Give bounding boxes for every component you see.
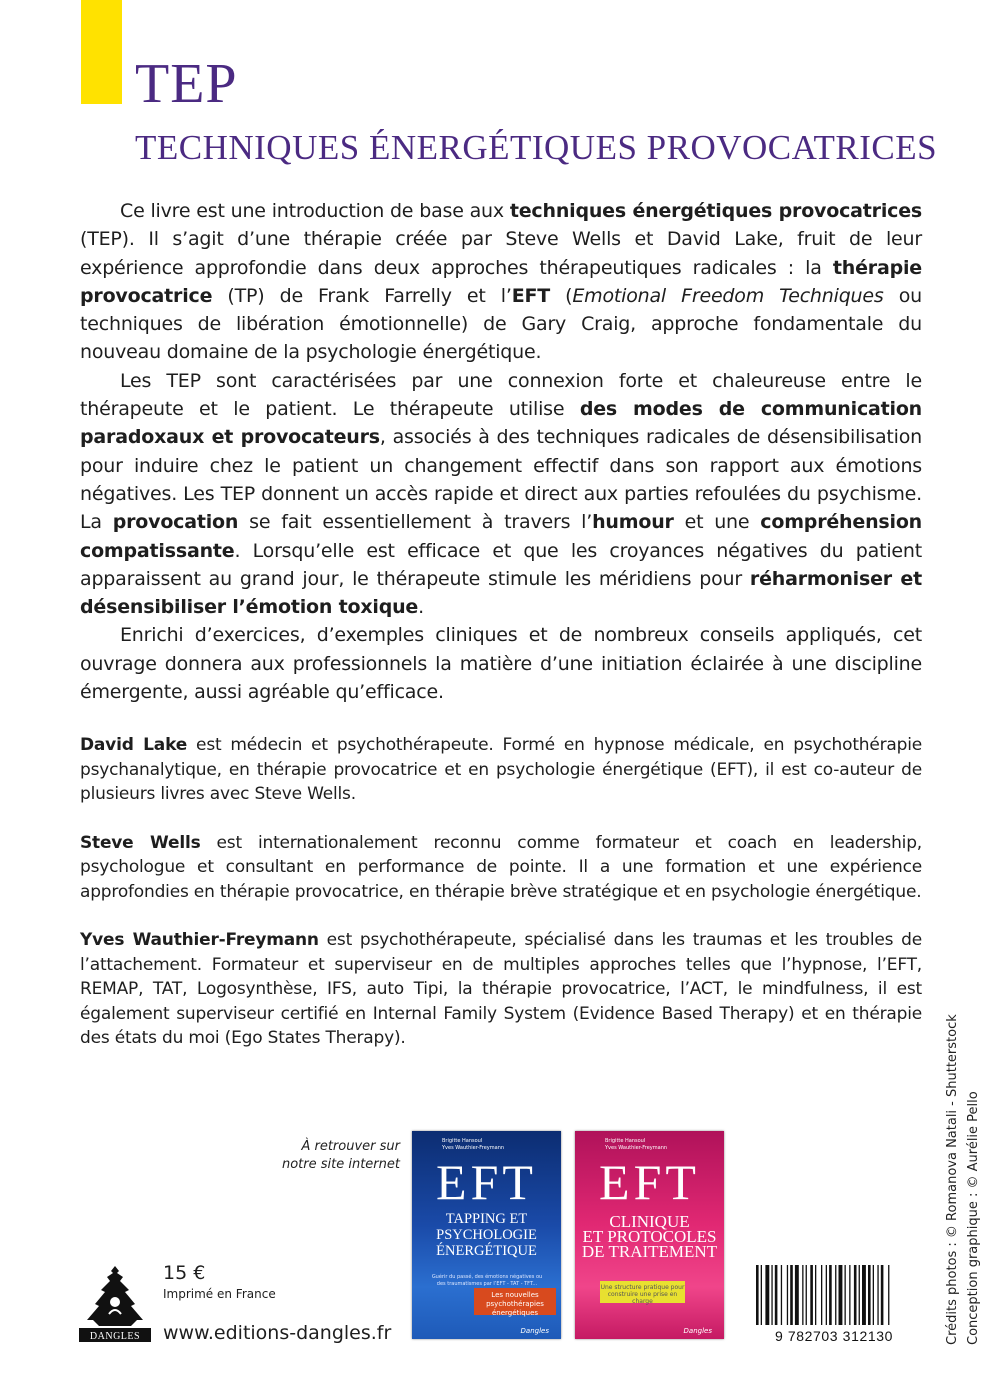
printed-in: Imprimé en France xyxy=(163,1287,276,1301)
dangles-logo-icon xyxy=(79,1262,151,1342)
blurb xyxy=(80,197,922,706)
book-subtitle: CLINIQUE ET PROTOCOLES DE TRAITEMENT xyxy=(581,1212,718,1261)
photo-credits: Crédits photos : © Romanova Natali - Shutterstock Conception graphique : © Aurélie Pello xyxy=(945,1014,981,1345)
book-authors: Brigitte Hansoul Yves Wauthier-Freymann xyxy=(442,1138,505,1151)
logo-text: DANGLES xyxy=(89,1331,141,1342)
book-publisher: Dangles xyxy=(520,1327,549,1335)
book-publisher: Dangles xyxy=(683,1327,712,1335)
book-band: Les nouvelles psychothérapies énergétiques xyxy=(474,1288,556,1315)
book-subtitle: TAPPING ET PSYCHOLOGIE ÉNERGÉTIQUE xyxy=(436,1211,537,1259)
blurb-paragraph-1: Ce livre est une introduction de base aux techniques énergétiques provocatrices (TEP). Il s’agit d’une thérapie créée par Steve Wells et David Lake, fruit de leur expérience approfondie dans deux approches thérapeutiques radicales : la thérapie provocatrice (TP) de Frank Farrelly et l’EFT (Emotional Freedom Techniques ou techniques de libération émotionnelle) de Gary Craig, approche fondamentale du nouveau domaine de la psychologie énergétique. xyxy=(80,200,922,364)
book-authors: Brigitte Hansoul Yves Wauthier-Freymann xyxy=(605,1138,668,1151)
author-bio-steve-wells: Steve Wells est internationalement reconnu comme formateur et coach en leadership, psychologue et consultant en performance de pointe. Il a une formation et une expérience approfondies en thérapie provocatrice, en thérapie brève stratégique et en psychologie énergétique. xyxy=(80,832,922,902)
page-title: TEP xyxy=(135,53,238,115)
book-cover-eft-tapping xyxy=(412,1131,561,1339)
promo-text: À retrouver sur notre site internet xyxy=(281,1139,400,1172)
publisher-website[interactable]: www.editions-dangles.fr xyxy=(163,1322,392,1344)
author-name: Steve Wells xyxy=(80,832,201,853)
book-blurb: Guérir du passé, des émotions négatives ou des traumatismes par l’EFT - TAT - TFT... xyxy=(431,1274,543,1287)
barcode xyxy=(746,1263,922,1343)
blurb-paragraph-3: Enrichi d’exercices, d’exemples cliniques et de nombreux conseils appliqués, cet ouvrage donnera aux professionnels la matière d’une initiation éclairée à une discipline émergente, aussi agréable qu’efficace. xyxy=(80,624,922,704)
barcode-digits: 9 782703 312130 xyxy=(775,1328,893,1343)
book-title: EFT xyxy=(599,1154,700,1210)
book-cover-eft-clinique xyxy=(575,1131,724,1339)
price: 15 € xyxy=(163,1262,206,1284)
author-bio-david-lake: David Lake est médecin et psychothérapeute. Formé en hypnose médicale, en psychothérapie psychanalytique, en thérapie provocatrice et en psychologie énergétique (EFT), il est co-auteur de plusieurs livres avec Steve Wells. xyxy=(80,735,922,804)
author-name: David Lake xyxy=(80,735,188,755)
page-subtitle: TECHNIQUES ÉNERGÉTIQUES PROVOCATRICES xyxy=(135,128,938,167)
blurb-paragraph-2: Les TEP sont caractérisées par une connexion forte et chaleureuse entre le thérapeute et le patient. Le thérapeute utilise des modes de communication paradoxaux et provocateurs, associés à des techniques radicales de désensibilisation pour induire chez le patient un changement effectif dans son rapport aux émotions négatives. Les TEP donnent un accès rapide et direct aux parties refoulées du psychisme. La provocation se fait essentiellement à travers l’humour et une compréhension compatissante. Lorsqu’elle est efficace et que les croyances négatives du patient apparaissent au grand jour, le thérapeute stimule les méridiens pour réharmoniser et désensibiliser l’émotion toxique. xyxy=(80,369,922,619)
book-title: EFT xyxy=(436,1154,537,1210)
book-band: Une structure pratique pour construire une prise en charge xyxy=(600,1281,685,1303)
author-name: Yves Wauthier-Freymann xyxy=(80,930,319,950)
yellow-accent-bar xyxy=(81,0,122,104)
author-bios xyxy=(80,733,922,1075)
author-bio-yves-wauthier-freymann: Yves Wauthier-Freymann est psychothérapeute, spécialisé dans les traumas et les troubles de l’attachement. Formateur et superviseur en de multiples approches telles que l’hypnose, l’EFT, REMAP, TAT, Logosynthèse, IFS, auto Tipi, la thérapie provocatrice, l’ACT, le mindfulness, il est également superviseur certifié en Internal Family System (Evidence Based Therapy) et en thérapie des états du moi (Ego States Therapy). xyxy=(80,930,922,1048)
